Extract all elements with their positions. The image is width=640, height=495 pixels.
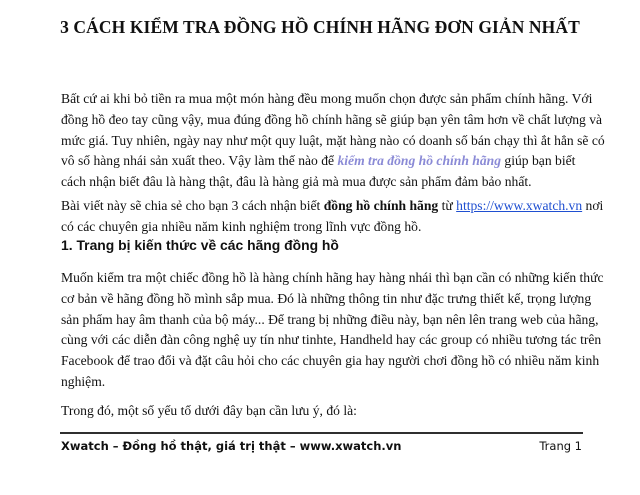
source-paragraph <box>61 196 604 238</box>
section-paragraph <box>61 268 604 393</box>
paragraph-line <box>61 151 591 172</box>
paragraph-line: Facebook để trao đổi và đặt câu hỏi cho các chuyên gia hay người chơi đồng hồ có nhiều năm kinh <box>61 353 600 369</box>
paragraph-line: cách nhận biết đâu là hàng thật, đâu là hàng giả mà mua được sản phẩm đảm bảo nhất. <box>61 174 532 190</box>
intro-paragraph <box>61 89 605 193</box>
text-segment: từ <box>438 198 457 213</box>
lead-in-paragraph <box>61 401 591 422</box>
paragraph-line: mức giá. Tuy nhiên, ngày nay như một quy luật, mặt hàng nào có doanh số bán chạy thì ắt hẳn sẽ có <box>61 132 605 148</box>
keyword-highlight: kiểm tra đồng hồ chính hãng <box>337 153 502 169</box>
paragraph-line: nghiệm. <box>61 373 106 389</box>
footer-text: Xwatch – Đồng hồ thật, giá trị thật – www.xwatch.vn <box>61 439 402 453</box>
footer-divider <box>60 432 583 434</box>
paragraph-line: sản phẩm hay âm thanh của bộ máy... Để trang bị những điều này, bạn nên lên trang web của hãng, <box>61 311 599 327</box>
paragraph-line: Trong đó, một số yếu tố dưới đây bạn cần lưu ý, đó là: <box>61 403 357 418</box>
text-segment: nơi <box>582 198 604 213</box>
text-segment: Bài viết này sẽ chia sẻ cho bạn 3 cách nhận biết <box>61 198 324 213</box>
bold-keyword: đồng hồ chính hãng <box>323 198 439 213</box>
text-segment: giúp bạn biết <box>501 153 576 169</box>
page-number: Trang 1 <box>539 439 582 453</box>
paragraph-line <box>61 196 604 217</box>
section-heading: 1. Trang bị kiến thức về các hãng đồng hồ <box>61 237 339 253</box>
paragraph-line: có các chuyên gia nhiều năm kinh nghiệm trong lĩnh vực đồng hồ. <box>61 218 422 234</box>
page-title: 3 CÁCH KIỂM TRA ĐỒNG HỒ CHÍNH HÃNG ĐƠN GIẢN NHẤT <box>60 17 580 37</box>
paragraph-line: cơ bản về hãng đồng hồ mình sắp mua. Đó là những thông tin như đặc trưng thiết kế, trọng lượng <box>61 290 592 306</box>
text-segment: vô số hàng nhái sản xuất theo. Vậy làm thế nào để <box>61 153 338 169</box>
xwatch-link[interactable]: https://www.xwatch.vn <box>456 198 583 213</box>
paragraph-line: cùng với các diễn đàn công nghệ uy tín như tinhte, Handheld hay các group có nhiều tương tác trên <box>61 332 602 348</box>
paragraph-line: Bất cứ ai khi bỏ tiền ra mua một món hàng đều mong muốn chọn được sản phẩm chính hãng. Với <box>61 91 593 106</box>
paragraph-line: Muốn kiểm tra một chiếc đồng hồ là hàng chính hãng hay hàng nhái thì bạn cần có những kiến thức <box>61 270 604 285</box>
paragraph-line: đồng hồ đeo tay cũng vậy, mua đúng đồng hồ chính hãng sẽ giúp bạn yên tâm hơn về chất lượng và <box>61 111 603 127</box>
